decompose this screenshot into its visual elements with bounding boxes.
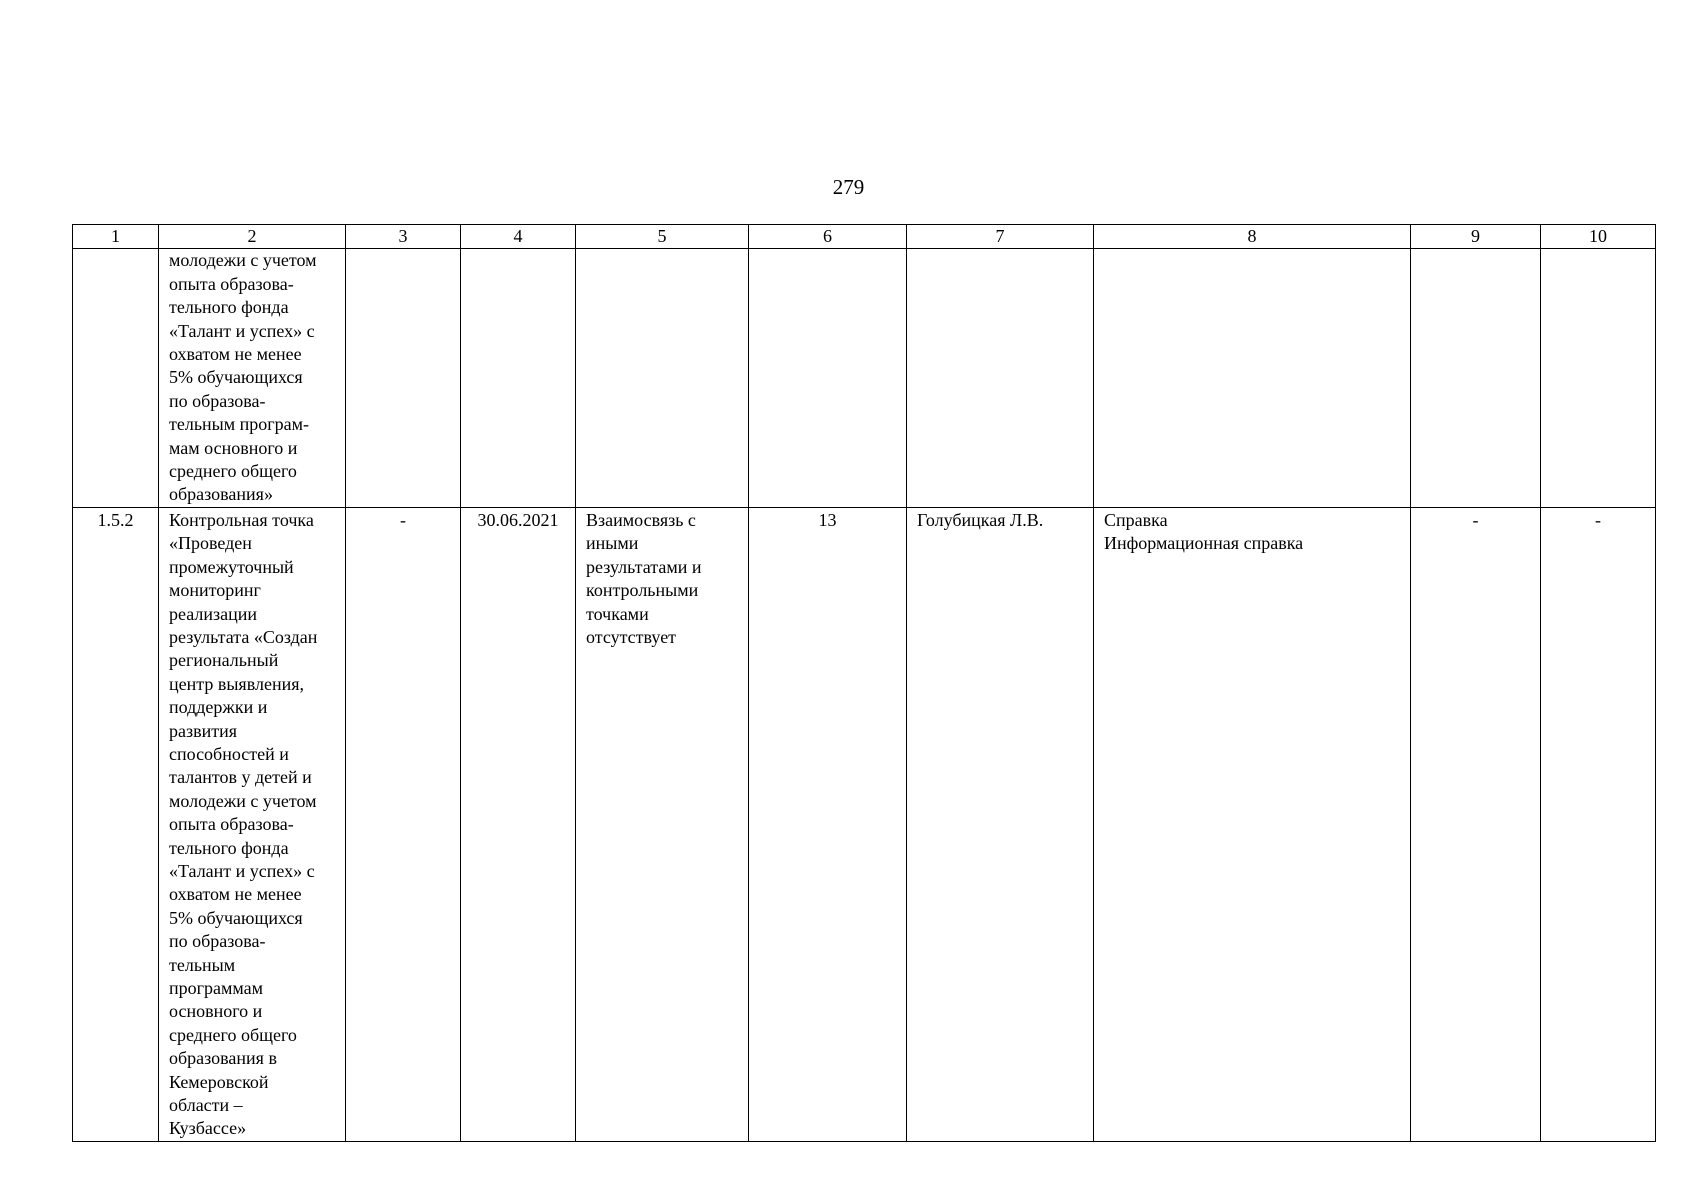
cell-number (73, 249, 159, 507)
cell-col9: - (1411, 507, 1541, 1141)
table-row (73, 249, 1656, 507)
column-header: 2 (159, 225, 346, 249)
cell-responsible: Голубицкая Л.В. (907, 507, 1094, 1141)
column-header: 7 (907, 225, 1094, 249)
column-header: 6 (749, 225, 907, 249)
cell-name: Контрольная точка «Проведен промежуточный мониторинг реализации результата «Создан региональный центр выявления, поддержки и развития способностей и талантов у детей и молодежи с учетом опыта образова- тельного фонда «Талант и успех» с охватом не менее 5% обучающихся по образова- тельным программам основного и среднего общего образования в Кемеровской области – Кузбассе» (159, 507, 346, 1141)
cell-date (461, 249, 576, 507)
cell-col3 (346, 249, 461, 507)
table-header-row (73, 225, 1656, 249)
cell-date: 30.06.2021 (461, 507, 576, 1141)
cell-relation: Взаимосвязь с иными результатами и контрольными точками отсутствует (576, 507, 749, 1141)
table-row (73, 507, 1656, 1141)
cell-responsible (907, 249, 1094, 507)
cell-col10 (1541, 249, 1656, 507)
cell-document (1094, 249, 1411, 507)
column-header: 1 (73, 225, 159, 249)
cell-document: Справка Информационная справка (1094, 507, 1411, 1141)
column-header: 4 (461, 225, 576, 249)
cell-col9 (1411, 249, 1541, 507)
column-header: 3 (346, 225, 461, 249)
cell-col3: - (346, 507, 461, 1141)
cell-relation (576, 249, 749, 507)
column-header: 10 (1541, 225, 1656, 249)
cell-col6 (749, 249, 907, 507)
column-header: 9 (1411, 225, 1541, 249)
page-number: 279 (832, 175, 865, 199)
cell-col10: - (1541, 507, 1656, 1141)
column-header: 8 (1094, 225, 1411, 249)
column-header: 5 (576, 225, 749, 249)
plan-table (72, 224, 1656, 1142)
cell-name: молодежи с учетом опыта образова- тельного фонда «Талант и успех» с охватом не менее 5% обучающихся по образова- тельным програм- мам основного и среднего общего образования» (159, 249, 346, 507)
cell-number: 1.5.2 (73, 507, 159, 1141)
cell-col6: 13 (749, 507, 907, 1141)
